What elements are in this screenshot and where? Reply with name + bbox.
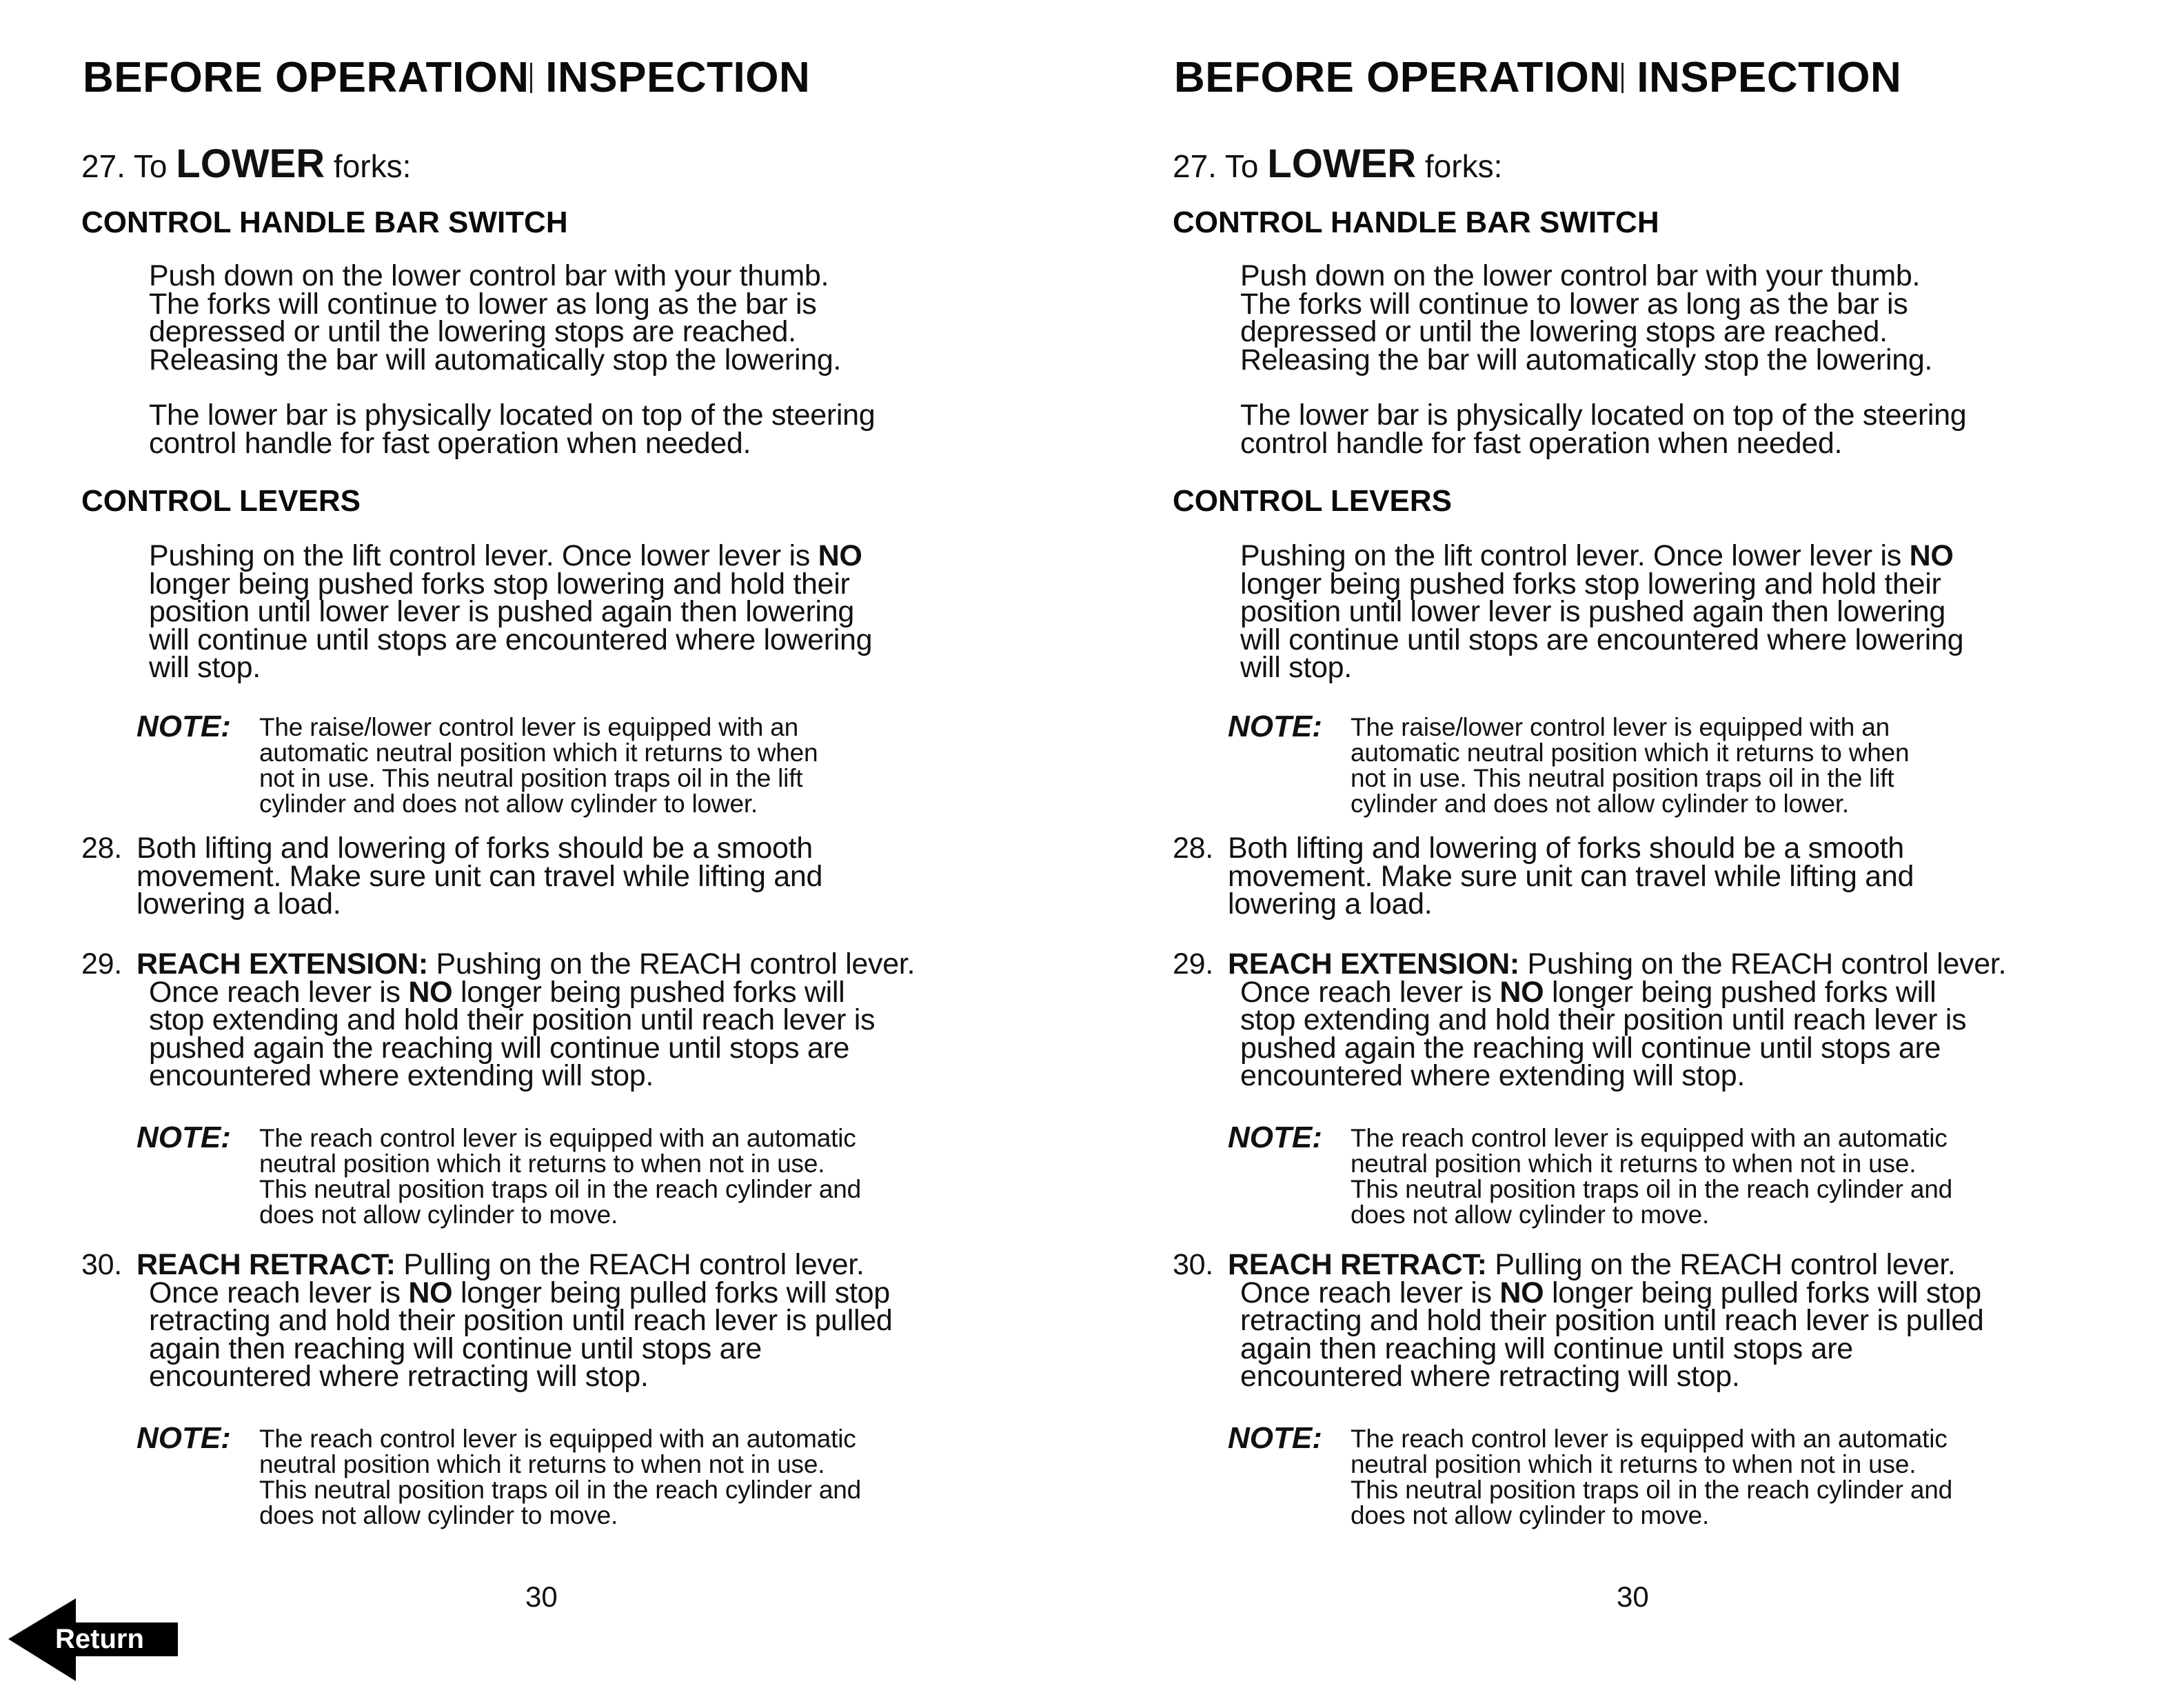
text-line: Releasing the bar will automatically stop the lowering. [149, 343, 842, 376]
step-28 [1173, 832, 1914, 921]
step-27-title [81, 141, 412, 186]
control-handle-paragraph-1 [149, 259, 842, 376]
note-label: NOTE: [1228, 1121, 1322, 1154]
text-line [1173, 1248, 1984, 1281]
step-27-title [1173, 141, 1503, 186]
step-emphasis: LOWER [1267, 141, 1417, 186]
text-line: The reach control lever is equipped with an automatic [259, 1425, 856, 1453]
text-segment: Pushing on the REACH control lever. [427, 947, 916, 981]
step-number: 28. [81, 832, 122, 865]
manual-page-right [1091, 0, 2183, 1688]
text-line: not in use. This neutral position traps oil in the lift [259, 764, 803, 792]
emphasis-no: NO [408, 975, 453, 1009]
note-body [1351, 1125, 1952, 1227]
text-line [1173, 834, 1914, 863]
text-segment: longer being pushed forks will [1544, 975, 1937, 1009]
page-heading [83, 54, 810, 102]
step-prefix: To [133, 148, 168, 184]
control-levers-paragraph [149, 539, 873, 684]
text-line: pushed again the reaching will continue until stops are [1240, 1031, 1941, 1065]
text-line: The raise/lower control lever is equipped with an [1351, 713, 1890, 741]
text-line: control handle for fast operation when needed. [1240, 426, 1843, 460]
text-line: position until lower lever is pushed again then lowering [149, 595, 854, 628]
step-prefix: To [1224, 148, 1259, 184]
text-line [1173, 975, 2006, 1009]
text-line: longer being pushed forks stop lowering and hold their [149, 567, 850, 601]
text-line [81, 947, 916, 981]
text-line: longer being pushed forks stop lowering and hold their [1240, 567, 1941, 601]
text-line: lowering a load. [1228, 887, 1433, 921]
text-line: again then reaching will continue until stops are [1240, 1332, 1853, 1365]
text-line [81, 1248, 893, 1281]
text-line [1173, 1276, 1984, 1309]
text-segment: Pushing on the lift control lever. Once lower lever is [149, 539, 818, 572]
note-label: NOTE: [1228, 1421, 1322, 1455]
step-suffix: forks: [333, 148, 412, 184]
text-segment: Once reach lever is [149, 1276, 409, 1309]
emphasis-no: NO [818, 539, 862, 572]
text-line: automatic neutral position which it returns to when [259, 738, 818, 767]
page-number: 30 [1617, 1580, 1649, 1613]
scan-artifact-bar [1621, 63, 1624, 93]
text-segment: Pulling on the REACH control lever. [1486, 1248, 1956, 1281]
text-line: stop extending and hold their position until reach lever is [149, 1003, 876, 1036]
text-line: position until lower lever is pushed again then lowering [1240, 595, 1945, 628]
text-line [81, 975, 915, 1009]
text-line: does not allow cylinder to move. [1351, 1200, 1710, 1229]
text-line: encountered where extending will stop. [149, 1059, 654, 1092]
text-line: cylinder and does not allow cylinder to lower. [259, 790, 758, 818]
text-line: This neutral position traps oil in the reach cylinder and [1351, 1175, 1952, 1203]
note-body [259, 714, 818, 816]
text-segment: Pushing on the lift control lever. Once lower lever is [1240, 539, 1910, 572]
text-line: pushed again the reaching will continue until stops are [149, 1031, 850, 1065]
step-suffix: forks: [1424, 148, 1503, 184]
text-line: neutral position which it returns to when not in use. [259, 1149, 825, 1178]
text-line: encountered where extending will stop. [1240, 1059, 1746, 1092]
text-line [1240, 539, 1963, 572]
step-number: 30. [1173, 1248, 1213, 1281]
text-segment: Both lifting and lowering of forks should be a smooth [136, 832, 813, 865]
return-button[interactable] [7, 1597, 181, 1682]
step-30 [1173, 1248, 1984, 1393]
text-line: neutral position which it returns to when not in use. [259, 1450, 825, 1478]
step-number: 30. [81, 1248, 122, 1281]
text-line: The forks will continue to lower as long as the bar is [1240, 287, 1908, 321]
text-line: encountered where retracting will stop. [1240, 1360, 1740, 1393]
note-body [259, 1125, 861, 1227]
control-levers-paragraph [1240, 539, 1964, 684]
control-handle-paragraph-2 [149, 399, 876, 460]
heading-part2: INSPECTION [1637, 54, 1902, 101]
text-line: does not allow cylinder to move. [259, 1501, 618, 1529]
text-line: The raise/lower control lever is equipped with an [259, 713, 798, 741]
step-title: REACH RETRACT: [136, 1248, 396, 1281]
control-handle-paragraph-2 [1240, 399, 1967, 460]
subheading-control-handle: CONTROL HANDLE BAR SWITCH [81, 205, 568, 239]
emphasis-no: NO [1499, 975, 1544, 1009]
text-line: neutral position which it returns to when not in use. [1351, 1450, 1917, 1478]
text-line: does not allow cylinder to move. [259, 1200, 618, 1229]
step-30 [81, 1248, 893, 1393]
step-29 [1173, 947, 2007, 1092]
text-segment: Once reach lever is [1240, 1276, 1500, 1309]
text-line: encountered where retracting will stop. [149, 1360, 649, 1393]
text-line: not in use. This neutral position traps oil in the lift [1351, 764, 1894, 792]
text-line [81, 834, 822, 863]
text-segment: longer being pushed forks will [452, 975, 845, 1009]
note-body [1351, 1426, 1952, 1528]
text-line: This neutral position traps oil in the reach cylinder and [259, 1476, 861, 1504]
emphasis-no: NO [1499, 1276, 1544, 1309]
step-28 [81, 832, 823, 921]
return-label: Return [55, 1624, 144, 1654]
text-line: cylinder and does not allow cylinder to lower. [1351, 790, 1849, 818]
text-line: will stop. [149, 651, 261, 684]
step-number: 27. [1173, 148, 1217, 184]
text-segment: Pulling on the REACH control lever. [395, 1248, 865, 1281]
text-line: Releasing the bar will automatically stop the lowering. [1240, 343, 1933, 376]
text-line: will continue until stops are encountered where lowering [149, 623, 873, 656]
page-number: 30 [525, 1580, 558, 1613]
text-line: lowering a load. [136, 887, 341, 921]
text-line [149, 539, 872, 572]
text-segment: Pushing on the REACH control lever. [1519, 947, 2007, 981]
text-segment: longer being pulled forks will stop [1544, 1276, 1981, 1309]
note-label: NOTE: [136, 1421, 231, 1455]
text-line: stop extending and hold their position until reach lever is [1240, 1003, 1967, 1036]
text-line: The lower bar is physically located on top of the steering [1240, 399, 1967, 432]
text-line: neutral position which it returns to when not in use. [1351, 1149, 1917, 1178]
text-line: will stop. [1240, 651, 1352, 684]
step-29 [81, 947, 916, 1092]
text-line: does not allow cylinder to move. [1351, 1501, 1710, 1529]
text-line: Push down on the lower control bar with your thumb. [1240, 259, 1921, 292]
emphasis-no: NO [1909, 539, 1954, 572]
step-number: 29. [81, 947, 122, 981]
note-label: NOTE: [1228, 710, 1322, 743]
text-line: The reach control lever is equipped with an automatic [1351, 1425, 1948, 1453]
text-line: movement. Make sure unit can travel while lifting and [136, 859, 823, 893]
text-line: The reach control lever is equipped with an automatic [1351, 1124, 1948, 1152]
subheading-control-levers: CONTROL LEVERS [1173, 484, 1453, 518]
text-line: again then reaching will continue until stops are [149, 1332, 762, 1365]
text-line: automatic neutral position which it returns to when [1351, 738, 1910, 767]
text-line: depressed or until the lowering stops are reached. [149, 315, 796, 348]
heading-part1: BEFORE OPERATION [83, 54, 529, 101]
text-line: depressed or until the lowering stops are reached. [1240, 315, 1888, 348]
note-label: NOTE: [136, 1121, 231, 1154]
subheading-control-handle: CONTROL HANDLE BAR SWITCH [1173, 205, 1659, 239]
text-line: control handle for fast operation when needed. [149, 426, 751, 460]
note-label: NOTE: [136, 710, 231, 743]
step-title: REACH RETRACT: [1228, 1248, 1487, 1281]
text-line: This neutral position traps oil in the reach cylinder and [1351, 1476, 1952, 1504]
note-body [259, 1426, 861, 1528]
step-number: 29. [1173, 947, 1213, 981]
text-line: retracting and hold their position until reach lever is pulled [149, 1304, 893, 1337]
text-line: Push down on the lower control bar with your thumb. [149, 259, 829, 292]
text-line: The lower bar is physically located on top of the steering [149, 399, 876, 432]
text-line: retracting and hold their position until reach lever is pulled [1240, 1304, 1984, 1337]
text-segment: Once reach lever is [1240, 975, 1500, 1009]
text-line [1173, 947, 2007, 981]
step-number: 27. [81, 148, 125, 184]
step-title: REACH EXTENSION: [1228, 947, 1519, 981]
text-line: The reach control lever is equipped with an automatic [259, 1124, 856, 1152]
text-line: This neutral position traps oil in the reach cylinder and [259, 1175, 861, 1203]
control-handle-paragraph-1 [1240, 259, 1933, 376]
step-title: REACH EXTENSION: [136, 947, 428, 981]
heading-part2: INSPECTION [545, 54, 811, 101]
step-emphasis: LOWER [176, 141, 325, 186]
text-segment: Once reach lever is [149, 975, 409, 1009]
note-body [1351, 714, 1909, 816]
text-segment: Both lifting and lowering of forks should be a smooth [1228, 832, 1904, 865]
text-line [81, 1276, 893, 1309]
text-segment: longer being pulled forks will stop [452, 1276, 890, 1309]
heading-part1: BEFORE OPERATION [1174, 54, 1621, 101]
text-line: The forks will continue to lower as long as the bar is [149, 287, 817, 321]
text-line: movement. Make sure unit can travel while lifting and [1228, 859, 1914, 893]
text-line: will continue until stops are encountered where lowering [1240, 623, 1964, 656]
subheading-control-levers: CONTROL LEVERS [81, 484, 361, 518]
scan-artifact-bar [530, 63, 532, 93]
page-heading [1174, 54, 1901, 102]
step-number: 28. [1173, 832, 1213, 865]
emphasis-no: NO [408, 1276, 453, 1309]
